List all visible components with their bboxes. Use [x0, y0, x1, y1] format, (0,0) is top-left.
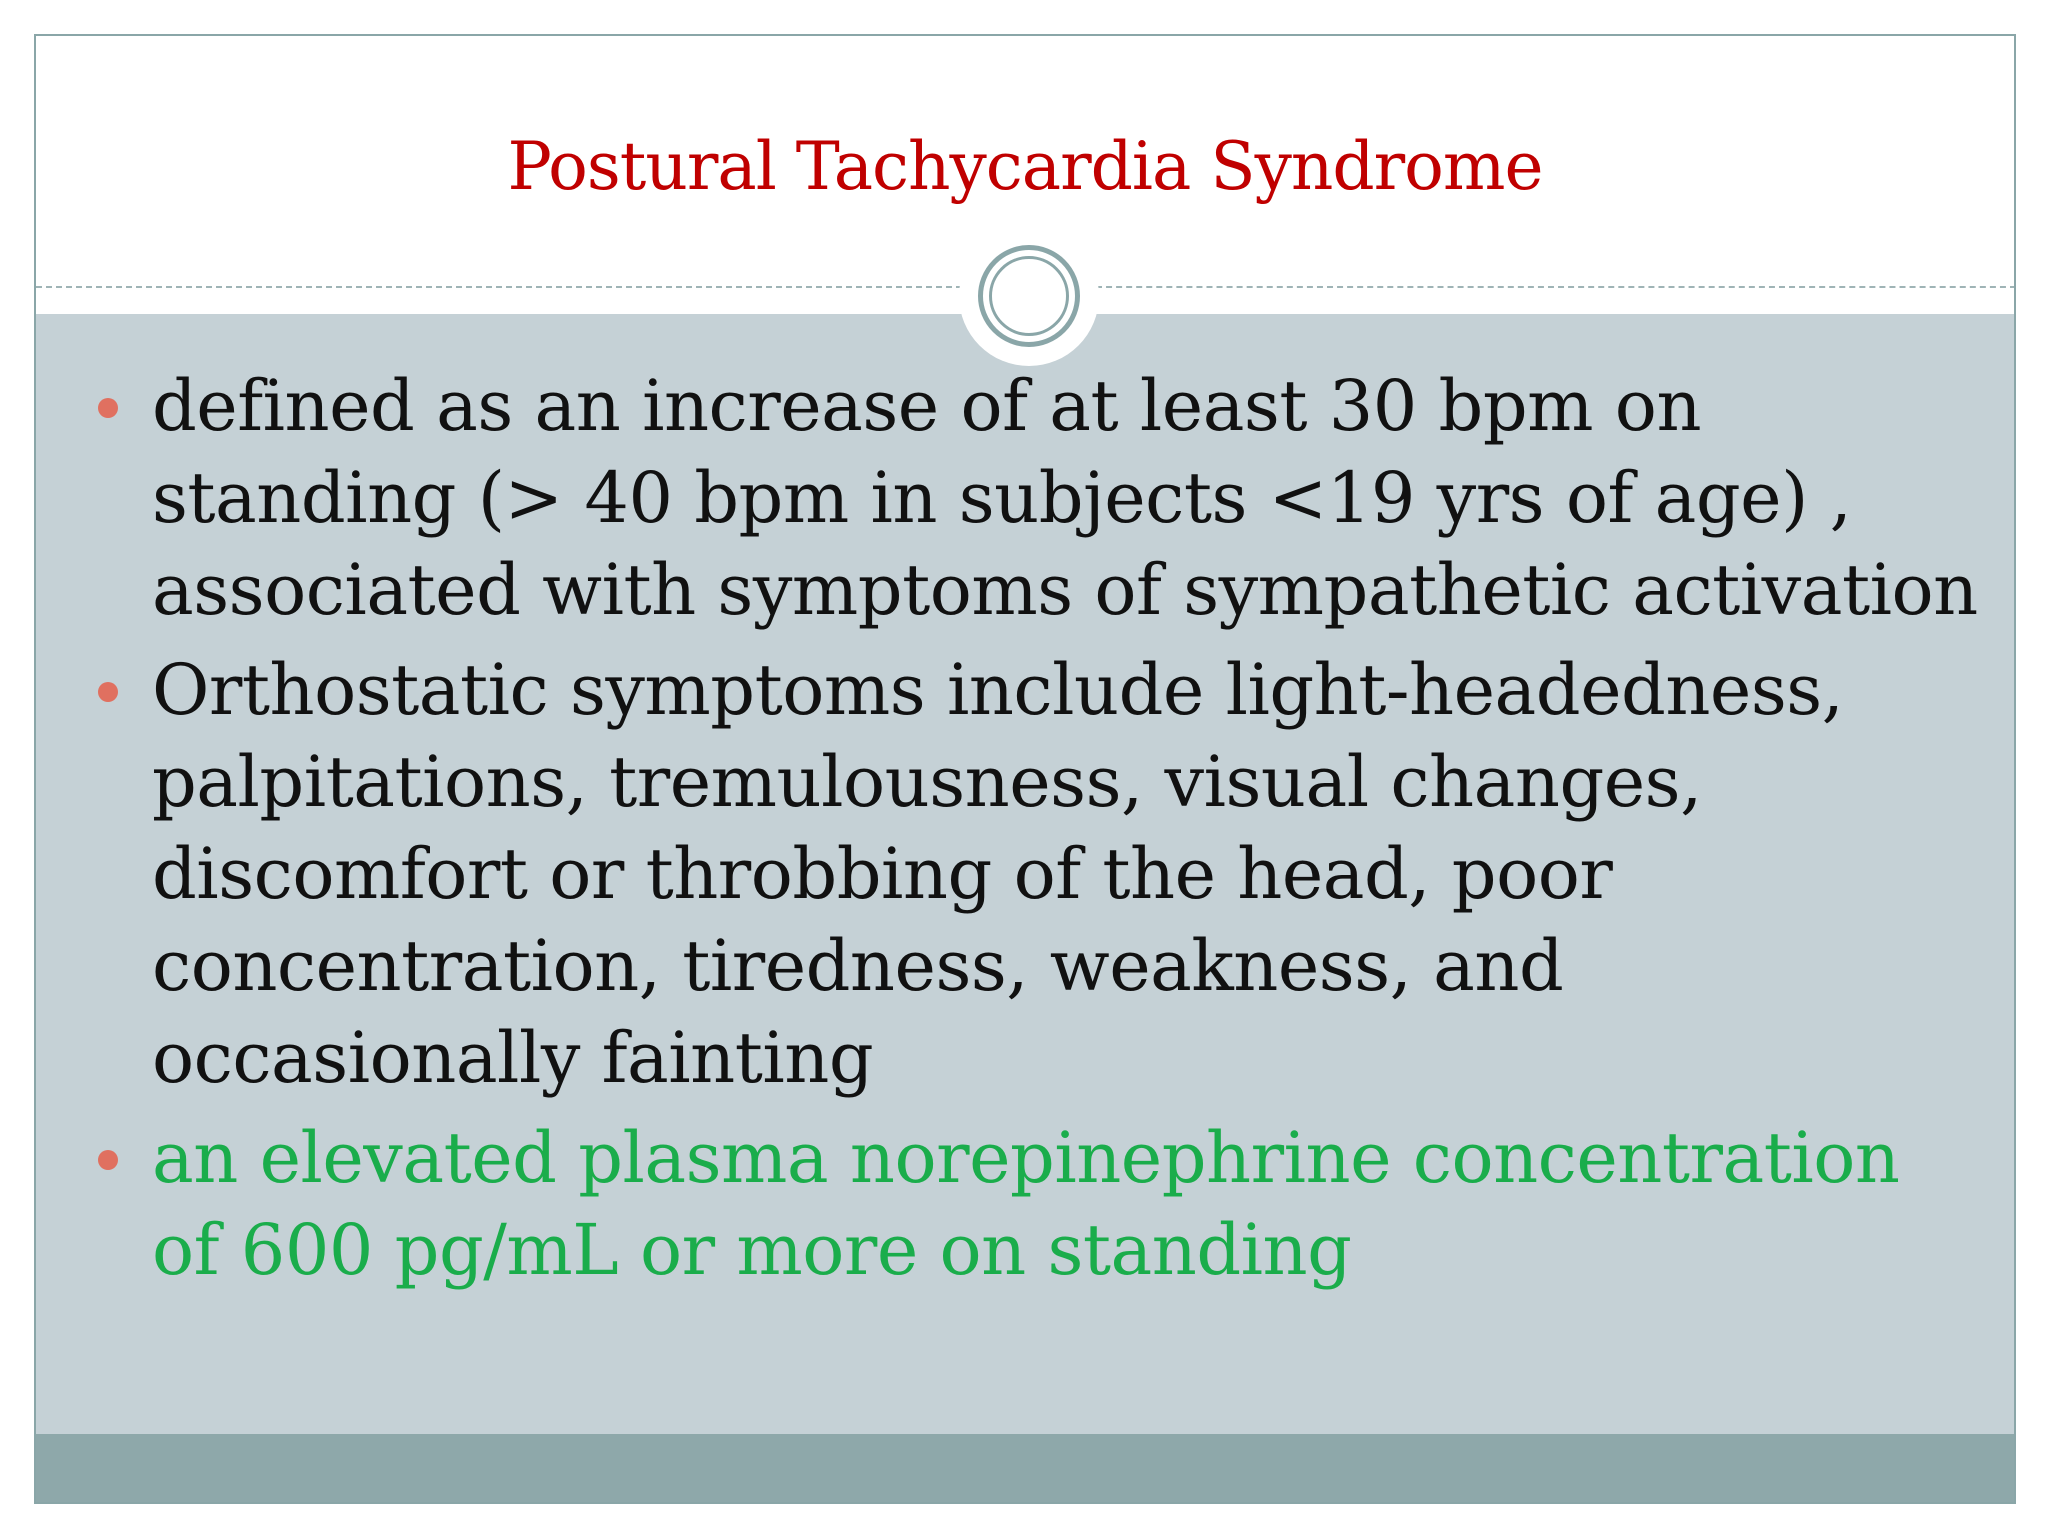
bullet-list: [36, 360, 2016, 1304]
footer-bar: [36, 1434, 2014, 1504]
bullet-dot-icon: [98, 1150, 118, 1170]
divider-line-left: [36, 286, 962, 288]
bullet-text: an elevated plasma norepinephrine concentration of 600 pg/mL or more on standing: [152, 1117, 1900, 1291]
slide-title: Postural Tachycardia Syndrome: [507, 128, 1543, 205]
bullet-text: Orthostatic symptoms include light-headedness, palpitations, tremulousness, visual changes, discomfort or throbbing of the head, poor concentration, tiredness, weakness, and occasionally fainting: [152, 649, 1844, 1099]
slide: [34, 34, 2016, 1504]
bullet-dot-icon: [98, 682, 118, 702]
divider-circle-inner: [989, 256, 1069, 336]
bullet-text: defined as an increase of at least 30 bpm on standing (> 40 bpm in subjects <19 yrs of age) , associated with symptoms of sympathetic activation: [152, 365, 1978, 631]
bullet-item: [36, 644, 2016, 1104]
bullet-item-highlighted: [36, 1112, 2016, 1296]
divider-line-right: [1096, 286, 2016, 288]
bullet-item: [36, 360, 2016, 636]
bullet-dot-icon: [98, 398, 118, 418]
